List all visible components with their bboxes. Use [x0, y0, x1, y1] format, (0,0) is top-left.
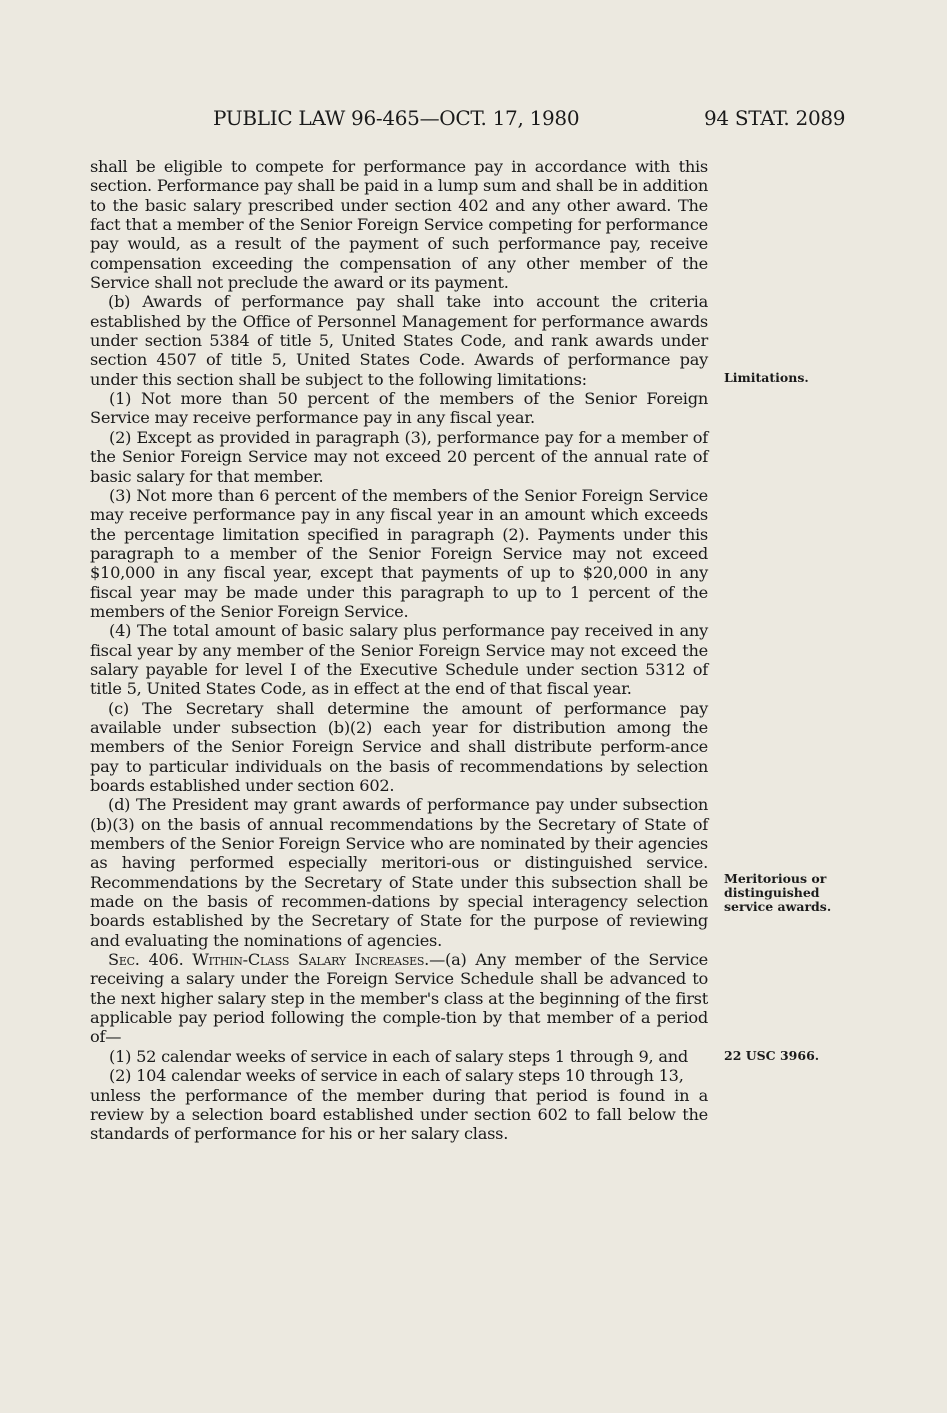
- section-406: [90, 950, 708, 1047]
- margin-note-line: Meritorious or: [724, 871, 827, 886]
- paragraph-a-continued: shall be eligible to compete for performance pay in accordance with this section. Performance pay shall be paid in a lump sum and shall be in addition to the basic salary prescribed under section 402 and any other award. The fact that a member of the Senior Foreign Service competing for performance pay would, as a result of the payment of such performance pay, receive compensation exceeding the compensation of any other member of the Service shall not preclude the award or its payment.: [90, 157, 708, 293]
- page-header-stat: 94 STAT. 2089: [704, 106, 846, 130]
- paragraph-b-item-2: (2) Except as provided in paragraph (3), performance pay for a member of the Senior Foreign Service may not exceed 20 percent of the annual rate of basic salary for that member.: [90, 427, 708, 486]
- section-406-item-1: (1) 52 calendar weeks of service in each of salary steps 1 through 9, and: [109, 1046, 689, 1066]
- paragraph-c: (c) The Secretary shall determine the amount of performance pay available under subsection (b)(2) each year for distribution among the members of the Senior Foreign Service and shall distribute perform-ance pay to particular individuals on the basis of recommendations by selection boards established under section 602.: [90, 698, 708, 795]
- margin-note-line: distinguished: [724, 885, 820, 900]
- paragraph-d: (d) The President may grant awards of performance pay under subsection (b)(3) on the basis of annual recommendations by the Secretary of State of members of the Senior Foreign Service who are nominated by their agencies as having performed especially meritori-ous or distinguished service. Recommendations by the Secretary of State under this subsection shall be made on the basis of recommen-dations by special interagency selection boards established by the Secretary of State for the purpose of reviewing and evaluating the nominations of agencies.: [90, 795, 708, 950]
- section-406-item-2: (2) 104 calendar weeks of service in each of salary steps 10 through 13,: [109, 1066, 684, 1086]
- margin-note-meritorious: [724, 872, 831, 914]
- paragraph-b-item-3: (3) Not more than 6 percent of the members of the Senior Foreign Service may receive performance pay in any fiscal year in an amount which exceeds the percentage limitation specified in paragraph (2). Payments under this paragraph to a member of the Senior Foreign Service may not exceed $10,000 in any fiscal year, except that payments of up to $20,000 in any fiscal year may be made under this paragraph to up to 1 percent of the members of the Senior Foreign Service.: [90, 485, 708, 621]
- page-header-title: PUBLIC LAW 96-465—OCT. 17, 1980: [213, 106, 580, 130]
- section-406-heading: Sec. 406. Within-Class Salary Increases.: [108, 950, 430, 970]
- body-text: [90, 157, 708, 1144]
- paragraph-b-item-1: (1) Not more than 50 percent of the members of the Senior Foreign Service may receive performance pay in any fiscal year.: [90, 389, 708, 428]
- section-406-tail: unless the performance of the member during that period is found in a review by a selection board established under section 602 to fall below the standards of performance for his or her salary class.: [90, 1085, 708, 1144]
- paragraph-b-item-4: (4) The total amount of basic salary plus performance pay received in any fiscal year by any member of the Senior Foreign Service may not exceed the salary payable for level I of the Executive Schedule under section 5312 of title 5, United States Code, as in effect at the end of that fiscal year.: [90, 621, 708, 699]
- paragraph-b: (b) Awards of performance pay shall take into account the criteria established by the Office of Personnel Management for performance awards under section 5384 of title 5, United States Code, and rank awards under section 4507 of title 5, United States Code. Awards of performance pay under this section shall be subject to the following limitations:: [90, 292, 708, 389]
- section-406-text: —(a) Any member of the Service receiving a salary under the Foreign Service Schedule shall be advanced to the next higher salary step in the member's class at the beginning of the first applicable pay period following the comple-tion by that member of a period of—: [90, 950, 708, 1047]
- margin-note-usc-citation: 22 USC 3966.: [724, 1048, 820, 1063]
- margin-note-limitations: Limitations.: [724, 370, 809, 385]
- margin-note-line: service awards.: [724, 899, 832, 914]
